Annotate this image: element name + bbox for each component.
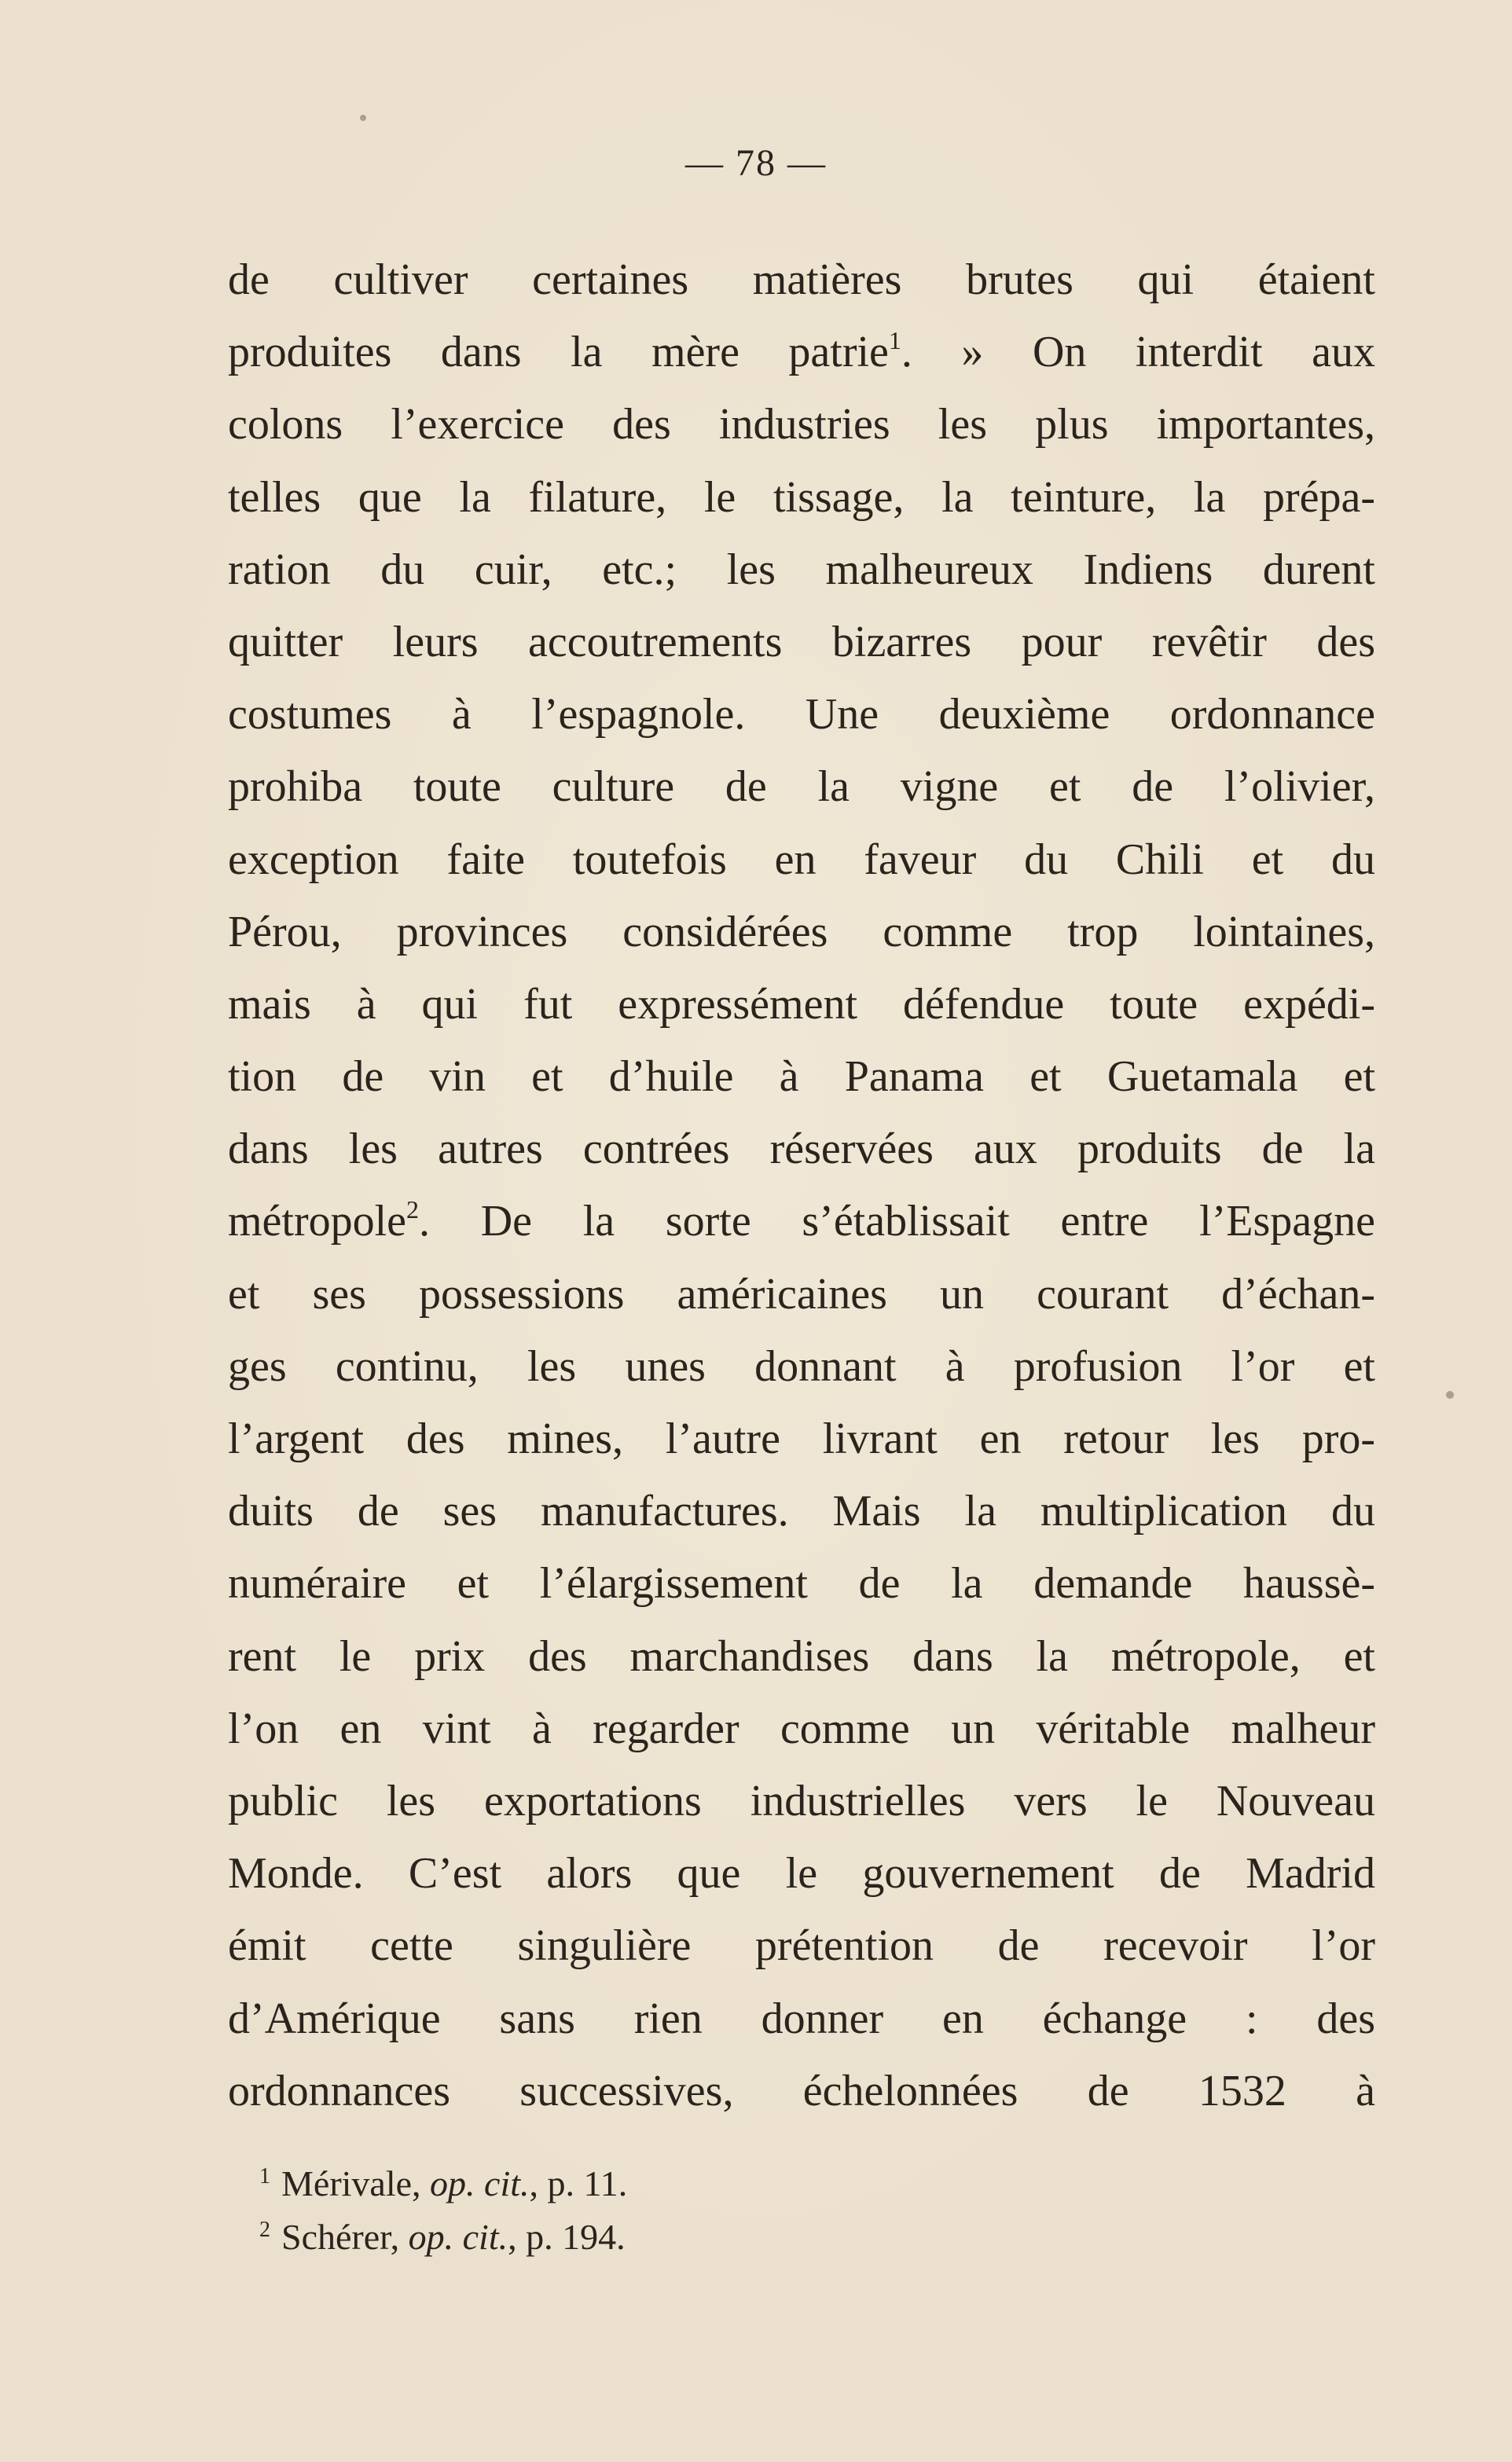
text-segment: métropole [228,1197,407,1246]
footnote-ref: op. cit. [408,2217,508,2257]
text-line: ordonnances successives, échelonnées de 1532 à [228,2066,1375,2115]
text-line: dans les autres contrées réservées aux produits de la [228,1125,1375,1174]
text-line: ration du cuir, etc.; les malheureux Indiens durent [228,545,1375,594]
text-line: telles que la filature, le tissage, la teinture, la prépa- [228,472,1375,522]
text-line: colons l’exercice des industries les plus importantes, [228,400,1375,449]
footnote-author: Mérivale, [281,2163,421,2203]
text-line: de cultiver certaines matières brutes qui étaient [228,255,1375,304]
text-line: public les exportations industrielles vers le Nouveau [228,1776,1375,1825]
footnote-page: , p. 11. [529,2163,628,2203]
footnote-2 [259,2211,627,2264]
footnote-1 [259,2157,627,2211]
text-line: prohiba toute culture de la vigne et de l’olivier, [228,762,1375,812]
footnotes [259,2157,627,2264]
text-line: émit cette singulière prétention de recevoir l’or [228,1921,1375,1971]
text-segment: produites dans la mère patrie [228,328,889,377]
text-line: Monde. C’est alors que le gouvernement de Madrid [228,1849,1375,1899]
text-segment: . » On interdit aux [901,328,1375,377]
paper-speck [1446,1391,1454,1399]
text-line: d’Amérique sans rien donner en échange : des [228,1994,1375,2043]
footnote-ref: op. cit. [430,2163,530,2203]
text-line: et ses possessions américaines un courant d’échan- [228,1269,1375,1319]
footnote-ref-1[interactable]: 1 [888,326,901,355]
text-line: numéraire et l’élargissement de la demande haussè- [228,1559,1375,1609]
text-line: rent le prix des marchandises dans la métropole, et [228,1631,1375,1681]
text-line: quitter leurs accoutrements bizarres pour revêtir des [228,617,1375,666]
footnote-author: Schérer, [281,2217,400,2257]
text-line: duits de ses manufactures. Mais la multiplication du [228,1487,1375,1536]
body-text [228,244,1375,2127]
text-line: mais à qui fut expressément défendue toute expédi- [228,979,1375,1029]
text-line: exception faite toutefois en faveur du Chili et du [228,835,1375,884]
footnote-ref-2[interactable]: 2 [406,1195,420,1224]
text-line: l’on en vint à regarder comme un véritable malheur [228,1704,1375,1753]
text-line-with-note [228,316,1375,388]
text-segment: . De la sorte s’établissait entre l’Espagne [419,1197,1375,1246]
footnote-page: , p. 194. [508,2217,626,2257]
footnote-mark: 2 [259,2218,270,2242]
text-line: ges continu, les unes donnant à profusion l’or et [228,1341,1375,1391]
text-line-with-note [228,1185,1375,1257]
page-number: — 78 — [685,142,827,184]
text-line: costumes à l’espagnole. Une deuxième ordonnance [228,690,1375,739]
text-line: tion de vin et d’huile à Panama et Guetamala et [228,1052,1375,1102]
paper-speck [360,115,366,121]
text-line: Pérou, provinces considérées comme trop lointaines, [228,907,1375,956]
text-line: l’argent des mines, l’autre livrant en retour les pro- [228,1414,1375,1463]
footnote-mark: 1 [259,2164,270,2189]
